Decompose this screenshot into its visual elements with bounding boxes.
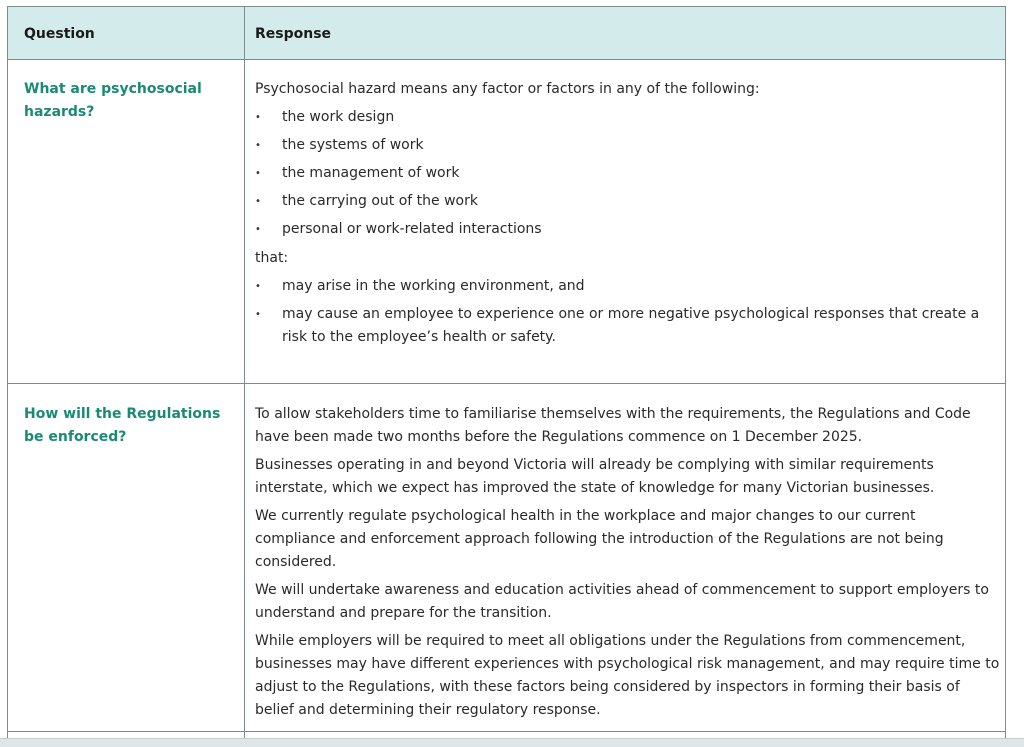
condition-list — [255, 275, 1000, 349]
factor-list — [255, 106, 1000, 241]
list-item: • personal or work-related interactions — [255, 218, 1000, 241]
response-regulations-enforced — [255, 403, 1000, 727]
viewer-bottom-edge — [0, 738, 1024, 747]
row-divider — [8, 383, 1005, 384]
response-paragraph: We will undertake awareness and education activities ahead of commencement to support employers to understand and prepare for the transition. — [255, 582, 989, 621]
list-item: • the work design — [255, 106, 1000, 129]
table-header — [8, 7, 1005, 60]
column-header-response: Response — [255, 26, 332, 42]
question-psychosocial-hazards: What are psychosocial hazards? — [24, 81, 202, 120]
question-regulations-enforced: How will the Regulations be enforced? — [24, 406, 221, 445]
response-paragraph: While employers will be required to meet all obligations under the Regulations from commencement, businesses may have different experiences with psychological risk management, and may require time to adjust to the Regulations, with these factors being considered by inspectors in forming their basis of belief and determining their regulatory response. — [255, 633, 1000, 718]
list-item: • the management of work — [255, 162, 1000, 185]
row-divider — [8, 731, 1005, 732]
faq-table — [7, 6, 1006, 747]
column-header-question: Question — [24, 26, 95, 42]
response-paragraph: To allow stakeholders time to familiarise themselves with the requirements, the Regulations and Code have been made two months before the Regulations commence on 1 December 2025. — [255, 406, 971, 445]
response-paragraph: Businesses operating in and beyond Victoria will already be complying with similar requirements interstate, which we expect has improved the state of knowledge for many Victorian businesses. — [255, 457, 935, 496]
list-item: • may cause an employee to experience one or more negative psychological responses that create a risk to the employee’s health or safety. — [255, 303, 1000, 349]
column-divider — [244, 7, 245, 747]
response-paragraph: We currently regulate psychological health in the workplace and major changes to our current compliance and enforcement approach following the introduction of the Regulations are not being considered. — [255, 508, 944, 570]
response-psychosocial-hazards — [255, 78, 1000, 354]
list-item: • the carrying out of the work — [255, 190, 1000, 213]
response-connector: that: — [255, 250, 289, 266]
list-item: • the systems of work — [255, 134, 1000, 157]
response-intro: Psychosocial hazard means any factor or factors in any of the following: — [255, 81, 760, 97]
list-item: • may arise in the working environment, and — [255, 275, 1000, 298]
